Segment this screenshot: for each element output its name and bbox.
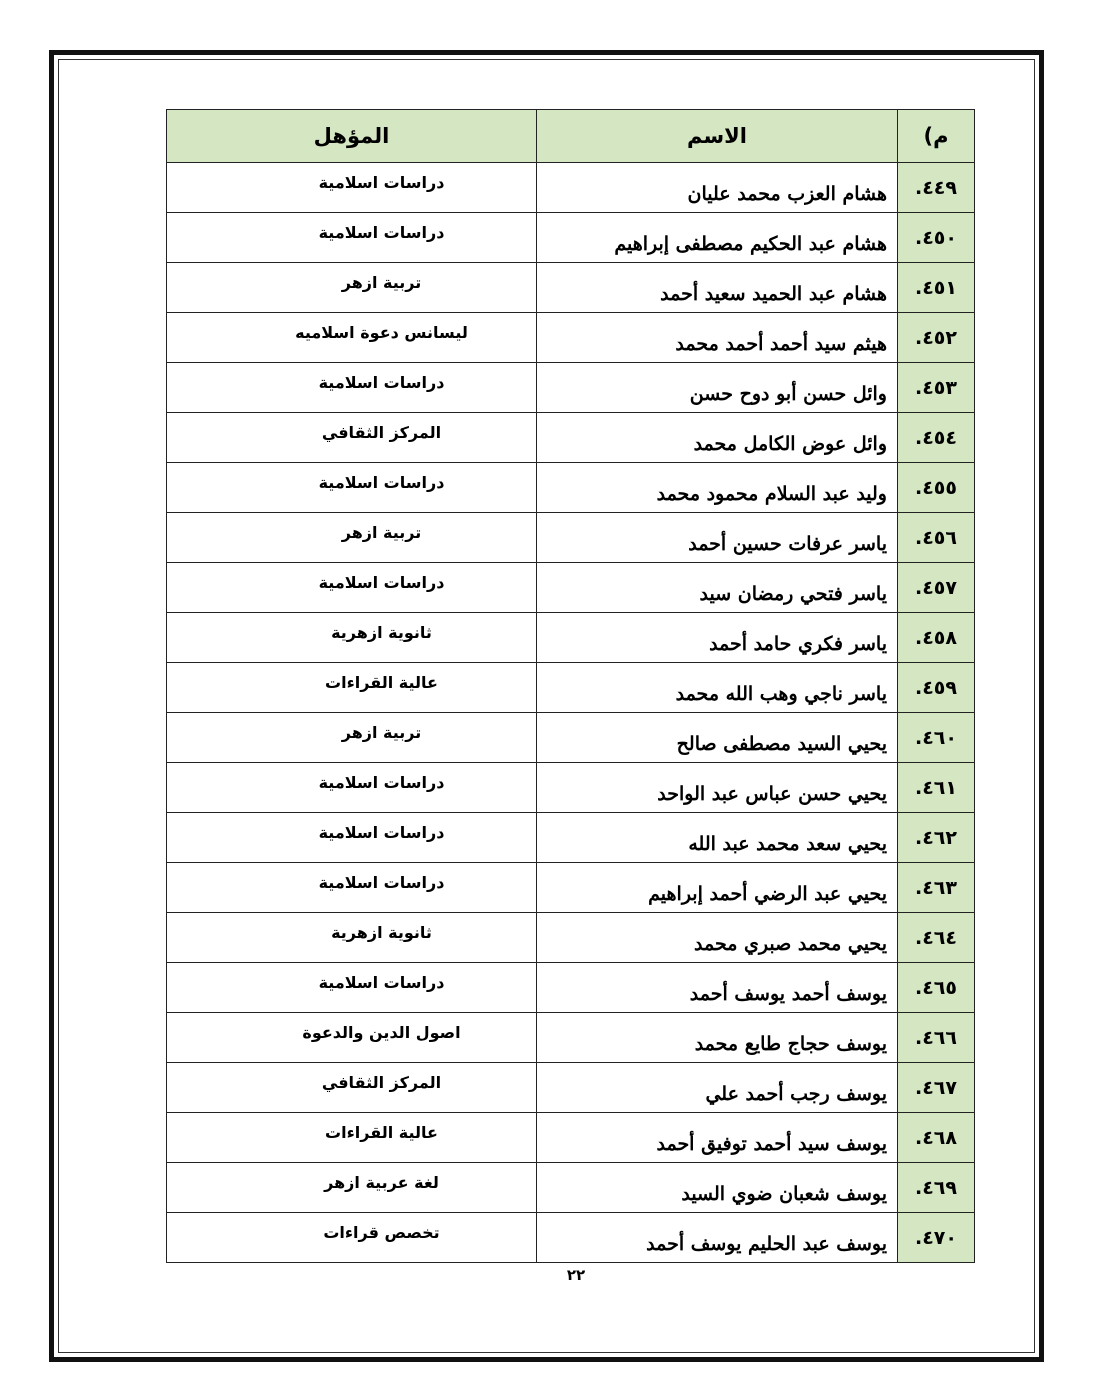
- row-name-cell: هشام عبد الحميد سعيد أحمد: [537, 263, 898, 313]
- row-name-cell: يحيي محمد صبري محمد: [537, 913, 898, 963]
- row-qualification-cell: المركز الثقافي: [167, 413, 537, 463]
- table-row: [167, 563, 975, 613]
- row-qualification-cell: دراسات اسلامية: [167, 763, 537, 813]
- row-number-cell: ٤٥٩.: [898, 663, 975, 713]
- row-name-cell: وليد عبد السلام محمود محمد: [537, 463, 898, 513]
- row-qualification-cell: ثانوية ازهرية: [167, 913, 537, 963]
- row-number-cell: ٤٥٧.: [898, 563, 975, 613]
- table-row: [167, 263, 975, 313]
- table-row: [167, 213, 975, 263]
- table-header: [167, 110, 975, 163]
- row-qualification-cell: عالية القراءات: [167, 1113, 537, 1163]
- table-row: [167, 1013, 975, 1063]
- row-qualification-cell: تخصص قراءات: [167, 1213, 537, 1263]
- header-number: م): [898, 110, 975, 163]
- row-qualification-cell: تربية ازهر: [167, 263, 537, 313]
- header-row: [167, 110, 975, 163]
- row-number-cell: ٤٤٩.: [898, 163, 975, 213]
- row-name-cell: هيثم سيد أحمد أحمد محمد: [537, 313, 898, 363]
- row-name-cell: يحيي حسن عباس عبد الواحد: [537, 763, 898, 813]
- table-row: [167, 863, 975, 913]
- row-number-cell: ٤٦٧.: [898, 1063, 975, 1113]
- row-qualification-cell: دراسات اسلامية: [167, 563, 537, 613]
- row-name-cell: يوسف أحمد يوسف أحمد: [537, 963, 898, 1013]
- row-name-cell: وائل حسن أبو دوح حسن: [537, 363, 898, 413]
- row-name-cell: يحيي السيد مصطفى صالح: [537, 713, 898, 763]
- row-qualification-cell: دراسات اسلامية: [167, 163, 537, 213]
- table-row: [167, 713, 975, 763]
- row-name-cell: ياسر عرفات حسين أحمد: [537, 513, 898, 563]
- table-row: [167, 1213, 975, 1263]
- row-number-cell: ٤٥٠.: [898, 213, 975, 263]
- row-qualification-cell: المركز الثقافي: [167, 1063, 537, 1113]
- row-qualification-cell: تربية ازهر: [167, 513, 537, 563]
- row-name-cell: يحيي عبد الرضي أحمد إبراهيم: [537, 863, 898, 913]
- row-qualification-cell: اصول الدين والدعوة: [167, 1013, 537, 1063]
- table-row: [167, 1063, 975, 1113]
- row-number-cell: ٤٦٩.: [898, 1163, 975, 1213]
- row-qualification-cell: تربية ازهر: [167, 713, 537, 763]
- row-number-cell: ٤٥٥.: [898, 463, 975, 513]
- page-number: ٢٢: [566, 1266, 586, 1284]
- row-qualification-cell: دراسات اسلامية: [167, 963, 537, 1013]
- row-qualification-cell: دراسات اسلامية: [167, 363, 537, 413]
- row-name-cell: ياسر ناجي وهب الله محمد: [537, 663, 898, 713]
- roster-table: [166, 109, 975, 1263]
- row-number-cell: ٤٦٨.: [898, 1113, 975, 1163]
- table-row: [167, 163, 975, 213]
- table-row: [167, 513, 975, 563]
- header-qualification: المؤهل: [167, 110, 537, 163]
- row-number-cell: ٤٥٢.: [898, 313, 975, 363]
- row-qualification-cell: لغة عربية ازهر: [167, 1163, 537, 1213]
- table-row: [167, 363, 975, 413]
- row-name-cell: هشام العزب محمد عليان: [537, 163, 898, 213]
- table-body: [167, 163, 975, 1263]
- table-row: [167, 663, 975, 713]
- row-qualification-cell: ليسانس دعوة اسلاميه: [167, 313, 537, 363]
- row-name-cell: يوسف عبد الحليم يوسف أحمد: [537, 1213, 898, 1263]
- table-row: [167, 313, 975, 363]
- row-name-cell: يحيي سعد محمد عبد الله: [537, 813, 898, 863]
- row-number-cell: ٤٥٤.: [898, 413, 975, 463]
- table-row: [167, 1113, 975, 1163]
- row-number-cell: ٤٦٣.: [898, 863, 975, 913]
- row-number-cell: ٤٥٦.: [898, 513, 975, 563]
- table-row: [167, 463, 975, 513]
- row-number-cell: ٤٦١.: [898, 763, 975, 813]
- row-number-cell: ٤٦٥.: [898, 963, 975, 1013]
- row-qualification-cell: ثانوية ازهرية: [167, 613, 537, 663]
- row-number-cell: ٤٥٣.: [898, 363, 975, 413]
- row-name-cell: وائل عوض الكامل محمد: [537, 413, 898, 463]
- row-number-cell: ٤٧٠.: [898, 1213, 975, 1263]
- row-number-cell: ٤٥٨.: [898, 613, 975, 663]
- row-name-cell: هشام عبد الحكيم مصطفى إبراهيم: [537, 213, 898, 263]
- row-qualification-cell: دراسات اسلامية: [167, 813, 537, 863]
- row-name-cell: يوسف حجاج طايع محمد: [537, 1013, 898, 1063]
- row-number-cell: ٤٦٦.: [898, 1013, 975, 1063]
- row-qualification-cell: دراسات اسلامية: [167, 463, 537, 513]
- table-row: [167, 913, 975, 963]
- table-row: [167, 413, 975, 463]
- row-name-cell: يوسف رجب أحمد علي: [537, 1063, 898, 1113]
- header-name: الاسم: [537, 110, 898, 163]
- row-number-cell: ٤٦٢.: [898, 813, 975, 863]
- row-name-cell: يوسف سيد أحمد توفيق أحمد: [537, 1113, 898, 1163]
- table-row: [167, 613, 975, 663]
- row-number-cell: ٤٥١.: [898, 263, 975, 313]
- table-row: [167, 813, 975, 863]
- row-name-cell: يوسف شعبان ضوي السيد: [537, 1163, 898, 1213]
- row-qualification-cell: دراسات اسلامية: [167, 213, 537, 263]
- row-name-cell: ياسر فكري حامد أحمد: [537, 613, 898, 663]
- row-number-cell: ٤٦٠.: [898, 713, 975, 763]
- table-row: [167, 1163, 975, 1213]
- table-row: [167, 763, 975, 813]
- row-qualification-cell: عالية القراءات: [167, 663, 537, 713]
- table-row: [167, 963, 975, 1013]
- row-name-cell: ياسر فتحي رمضان سيد: [537, 563, 898, 613]
- row-number-cell: ٤٦٤.: [898, 913, 975, 963]
- row-qualification-cell: دراسات اسلامية: [167, 863, 537, 913]
